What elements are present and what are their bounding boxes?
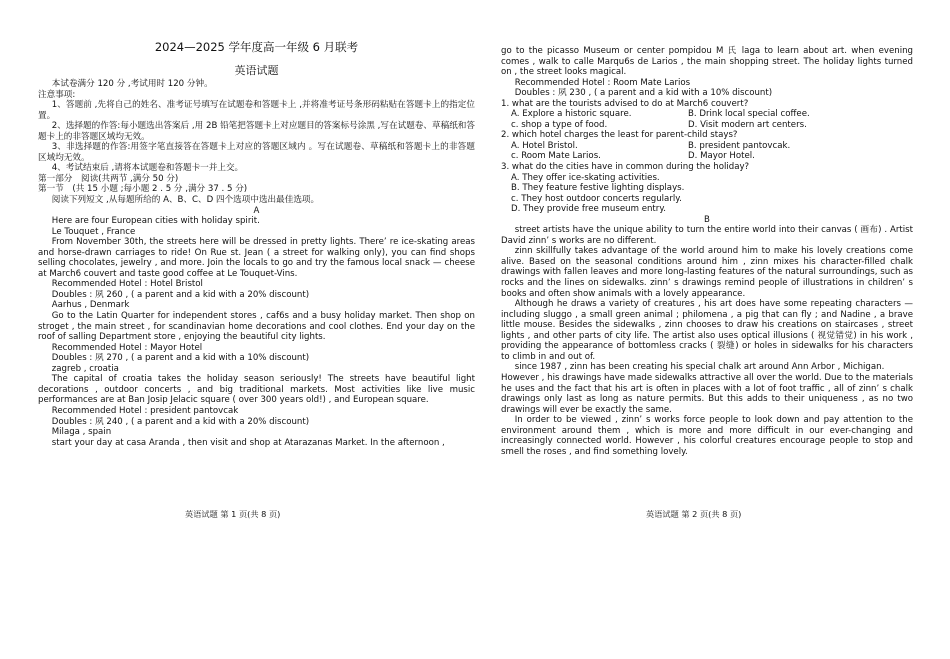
city-description: From November 30th, the streets here will be dressed in pretty lights. There’ re ice-skating areas and horse-drawn carriages to ride! On Rue st. Jean ( a street for walking only), you can find shops selling chocolates, jewelry , and more. Join the locals to go and try the famous local snack — cheese at March6 couvert and taste good coffee at Le Touquet-Vins. bbox=[38, 237, 475, 279]
hotel-price: Doubles : 夙 260 , ( a parent and a kid with a 20% discount) bbox=[51, 289, 310, 300]
page-footer-2: 英语试题 第 2 页(共 8 页) bbox=[646, 509, 742, 519]
passage-b-paragraph: street artists have the unique ability to turn the entire world into their canvas ( 画布) . Artist David zinn’ s works are no different. bbox=[501, 225, 913, 246]
option-d: D. Visit modern art centers. bbox=[688, 119, 807, 130]
option-d: D. Mayor Hotel. bbox=[688, 151, 755, 162]
city-description-cont: go to the picasso Museum or center pompidou M 氏 laga to learn about art. when evening comes , walk to calle Marqu6s de Larios , the main shopping street. The holiday lights turned on , the street looks magical. bbox=[501, 46, 913, 78]
notice-heading: 注意事项: bbox=[38, 89, 76, 100]
option-a: A. Explore a historic square. bbox=[511, 109, 632, 120]
option-b: B. Drink local special coffee. bbox=[688, 109, 810, 120]
question-2: 2. which hotel charges the least for parent-child stays? bbox=[501, 130, 738, 141]
question-1: 1. what are the tourists advised to do at March6 couvert? bbox=[501, 98, 749, 109]
question-3: 3. what do the cities have in common during the holiday? bbox=[501, 162, 750, 173]
hotel-recommendation: Recommended Hotel : Mayor Hotel bbox=[51, 342, 203, 353]
city-name: Le Touquet , France bbox=[51, 226, 136, 237]
city-description: The capital of croatia takes the holiday season seriously! The streets have beautiful light decorations , outdoor concerts , and big traditional markets. Most activities like live music performances are at Ban Josip Jelacic square ( over 300 years old!) , and European square. bbox=[38, 374, 475, 406]
option-d: D. They provide free museum entry. bbox=[511, 204, 666, 215]
section-instruction: 阅读下列短文 ,从每题所给的 A、B、C、D 四个选项中选出最佳选项。 bbox=[51, 195, 320, 206]
city-description: Go to the Latin Quarter for independent stores , caf6s and a busy holiday market. Then shop on stroget , the main street , for scandinavian home decorations and cool clothes. End your day on the roof of salling Department store , enjoying the beautiful city lights. bbox=[38, 311, 475, 343]
city-name: zagreb , croatia bbox=[51, 363, 119, 374]
option-a: A. Hotel Bristol. bbox=[511, 140, 578, 151]
passage-intro: Here are four European cities with holiday spirit. bbox=[51, 216, 260, 227]
passage-b-paragraph: However , his drawings have made sidewalks attractive all over the world. Due to the materials he uses and the fact that his art is often in places with a lot of foot traffic , all of zinn’ s chalk drawings only last as long as nature permits. But this adds to their uniqueness , as no two drawings will ever be exactly the same. bbox=[501, 372, 914, 415]
notice-item: 3、非选择题的作答:用签字笔直接答在答题卡上对应的答题区域内 。写在试题卷、草稿纸和答题卡上的非答题区域均无效。 bbox=[38, 142, 475, 163]
notice-item: 1、答题前 ,先将自己的姓名、准考证号填写在试题卷和答题卡上 ,并将准考证号条形码粘贴在答题卡上的指定位置。 bbox=[38, 100, 475, 121]
question-2-options-row2 bbox=[501, 151, 913, 162]
hotel-price: Doubles : 夙 230 , ( a parent and a kid with a 10% discount) bbox=[514, 88, 773, 99]
question-2-options-row1 bbox=[501, 141, 913, 152]
hotel-price: Doubles : 夙 240 , ( a parent and a kid with a 20% discount) bbox=[51, 416, 310, 427]
hotel-recommendation: Recommended Hotel : president pantovcak bbox=[51, 405, 239, 416]
passage-b-paragraph: zinn skillfully takes advantage of the world around him to make his lovely creations come alive. Based on the seasonal conditions around him , zinn mixes his character-filled chalk drawings with fallen leaves and more long-lasting features of the natural surroundings, such as rocks and the lines on sidewalks. zinn’ s drawings remind people of illustrations in children’ s books and often show animals with a lovely appearance. bbox=[501, 246, 913, 299]
passage-a-label: A bbox=[253, 205, 260, 216]
passage-b-label: B bbox=[704, 214, 710, 225]
city-description: start your day at casa Aranda , then visit and shop at Atarazanas Market. In the afternoon , bbox=[51, 437, 445, 448]
right-column bbox=[501, 46, 913, 457]
notice-item: 2、选择题的作答:每小题选出答案后 ,用 2B 铅笔把答题卡上对应题目的答案标号涂黑 ,写在试题卷、草稿纸和答题卡上的非答题区域均无效。 bbox=[38, 121, 475, 142]
passage-b-paragraph: Although he draws a variety of creatures , his art does have some repeating characters — including sluggo , a small green animal ; philomena , a pig that can fly ; and Nadine , a brave little mouse. Besides the sidewalks , zinn chooses to draw his creations on staircases , street lights , and other parts of city life. The artist also uses optical illusions ( 视觉错觉) in his work , providing the appearance of bottomless cracks ( 裂缝) or holes in sidewalks for his characters to climb in and out of. bbox=[501, 299, 913, 362]
hotel-recommendation: Recommended Hotel : Hotel Bristol bbox=[51, 279, 203, 290]
exam-subtitle: 英语试题 bbox=[234, 64, 279, 77]
option-b: B. They feature festive lighting displays. bbox=[511, 183, 685, 194]
left-column bbox=[38, 40, 475, 448]
option-c: c. shop a type of food. bbox=[511, 119, 608, 130]
page-footer-1: 英语试题 第 1 页(共 8 页) bbox=[185, 509, 281, 519]
option-b: B. president pantovcak. bbox=[688, 140, 791, 151]
city-name: Milaga , spain bbox=[51, 427, 112, 438]
part-heading: 第一部分 阅读(共两节 ,满分 50 分) bbox=[38, 173, 179, 184]
hotel-recommendation: Recommended Hotel : Room Mate Larios bbox=[514, 77, 691, 88]
question-1-options-row1 bbox=[501, 109, 913, 120]
option-c: c. Room Mate Larios. bbox=[511, 151, 601, 162]
option-a: A. They offer ice-skating activities. bbox=[511, 172, 660, 183]
option-c: c. They host outdoor concerts regularly. bbox=[511, 193, 682, 204]
question-1-options-row2 bbox=[501, 120, 913, 131]
exam-meta: 本试卷满分 120 分 ,考试用时 120 分钟。 bbox=[51, 79, 213, 89]
passage-b-paragraph: since 1987 , zinn has been creating his special chalk art around Ann Arbor , Michigan. bbox=[514, 362, 885, 373]
city-name: Aarhus , Denmark bbox=[51, 300, 130, 311]
passage-b-paragraph: In order to be viewed , zinn’ s works force people to look down and pay attention to the environment around them , which is more and more difficult in our ever-changing and increasingly connected world. However , his colorful creatures encourage people to stop and smell the roses , and find something lovely. bbox=[501, 415, 913, 457]
section-heading: 第一节 (共 15 小题 ;每小题 2 . 5 分 ,满分 37 . 5 分) bbox=[38, 184, 248, 195]
hotel-price: Doubles : 夙 270 , ( a parent and a kid with a 10% discount) bbox=[51, 353, 310, 364]
notice-item: 4、考试结束后 ,请将本试题卷和答题卡一并上交。 bbox=[51, 163, 244, 174]
exam-title: 2024—2025 学年度高一年级 6 月联考 bbox=[154, 40, 359, 54]
